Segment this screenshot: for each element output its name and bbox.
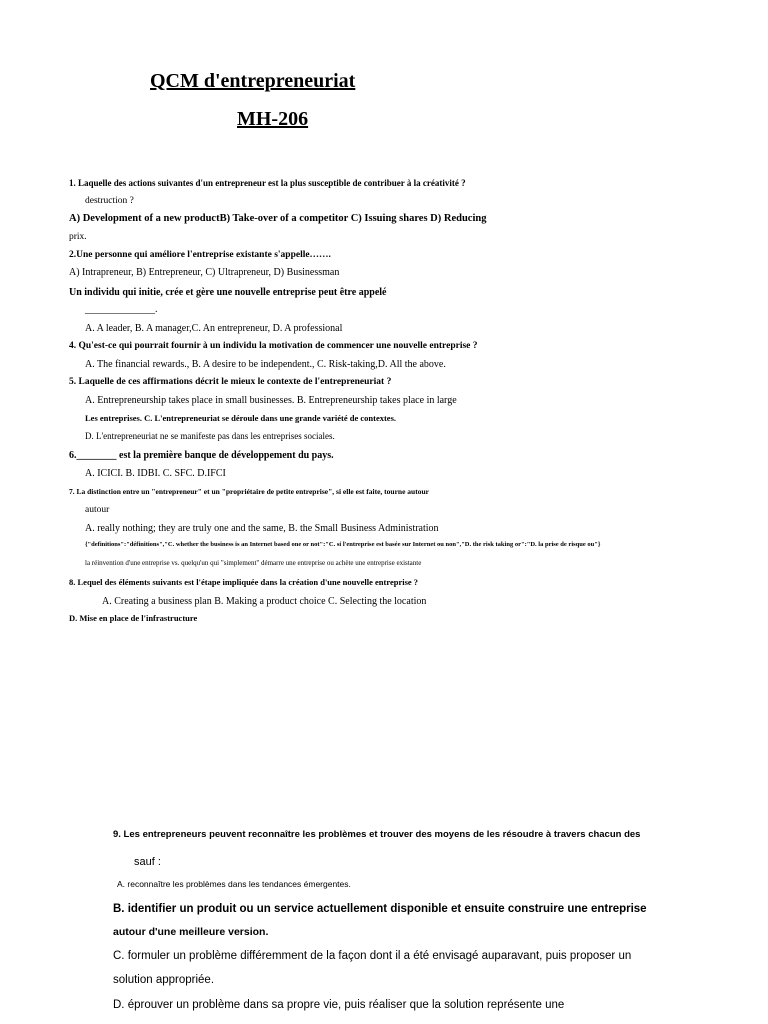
question-7-option-a: A. really nothing; they are truly one and the same, B. the Small Business Administration (85, 523, 439, 534)
question-3-blank: ______________. (85, 304, 158, 315)
question-9-option-a: A. reconnaître les problèmes dans les tendances émergentes. (117, 879, 351, 889)
question-7-text: 7. La distinction entre un "entrepreneur" et un "propriétaire de petite entreprise", si elle est faite, tourne autour (69, 487, 429, 496)
question-9-option-c-cont: solution appropriée. (113, 974, 215, 986)
question-5-option-b: Les entreprises. C. L'entrepreneuriat se déroule dans une grande variété de contextes. (85, 413, 397, 423)
document-subtitle: MH-206 (237, 108, 309, 130)
question-3-options: A. A leader, B. A manager,C. An entrepreneur, D. A professional (85, 323, 343, 334)
question-6-options: A. ICICI. B. IDBI. C. SFC. D.IFCI (85, 468, 226, 479)
question-9-text-cont: sauf : (134, 856, 161, 868)
question-1-options: A) Development of a new productB) Take-over of a competitor C) Issuing shares D) Reducing (69, 213, 487, 224)
document-title: QCM d'entrepreneuriat (150, 70, 356, 92)
question-8-options: A. Creating a business plan B. Making a product choice C. Selecting the location (102, 596, 427, 607)
question-9-option-b: B. identifier un produit ou un service actuellement disponible et ensuite construire une entreprise (113, 903, 647, 915)
question-5-text: 5. Laquelle de ces affirmations décrit le mieux le contexte de l'entrepreneuriat ? (69, 377, 392, 387)
question-3-text: Un individu qui initie, crée et gère une nouvelle entreprise peut être appelé (69, 287, 387, 298)
question-9-option-b-cont: autour d'une meilleure version. (113, 926, 269, 938)
question-4-options: A. The financial rewards., B. A desire to be independent., C. Risk-taking,D. All the above. (85, 359, 446, 370)
question-1-text-cont: destruction ? (85, 196, 134, 206)
question-2-text: 2.Une personne qui améliore l'entreprise existante s'appelle……. (69, 250, 331, 260)
question-7-option-d-cont: la réinvention d'une entreprise vs. quelqu'un qui "simplement" démarre une entreprise ou achète une entreprise existante (85, 559, 422, 567)
question-6-text: 6.________ est la première banque de développement du pays. (69, 450, 334, 461)
question-8-option-d: D. Mise en place de l'infrastructure (69, 613, 198, 623)
question-5-option-c: D. L'entrepreneuriat ne se manifeste pas dans les entreprises sociales. (85, 431, 335, 441)
question-7-text-cont: autour (85, 505, 110, 515)
question-9-option-d: D. éprouver un problème dans sa propre vie, puis réaliser que la solution représente une (113, 999, 565, 1011)
question-5-option-a: A. Entrepreneurship takes place in small businesses. B. Entrepreneurship takes place in large (85, 395, 457, 406)
question-7-option-cd: {"definitions":"définitions","C. whether the business is an Internet based one or not":"C. si l'entreprise est basée sur Internet ou non","D. the risk taking or":"D. la prise de risque ou"} (85, 541, 601, 548)
question-1-options-cont: prix. (69, 232, 87, 242)
question-1-text: 1. Laquelle des actions suivantes d'un entrepreneur est la plus susceptible de contribuer à la créativité ? (69, 178, 466, 188)
question-2-options: A) Intrapreneur, B) Entrepreneur, C) Ultrapreneur, D) Businessman (69, 267, 340, 278)
question-8-text: 8. Lequel des éléments suivants est l'étape impliquée dans la création d'une nouvelle entreprise ? (69, 577, 419, 587)
question-9-text: 9. Les entrepreneurs peuvent reconnaître les problèmes et trouver des moyens de les résoudre à travers chacun des (113, 829, 641, 840)
question-4-text: 4. Qu'est-ce qui pourrait fournir à un individu la motivation de commencer une nouvelle entreprise ? (69, 341, 478, 351)
question-9-option-c: C. formuler un problème différemment de la façon dont il a été envisagé auparavant, puis proposer un (113, 950, 632, 962)
